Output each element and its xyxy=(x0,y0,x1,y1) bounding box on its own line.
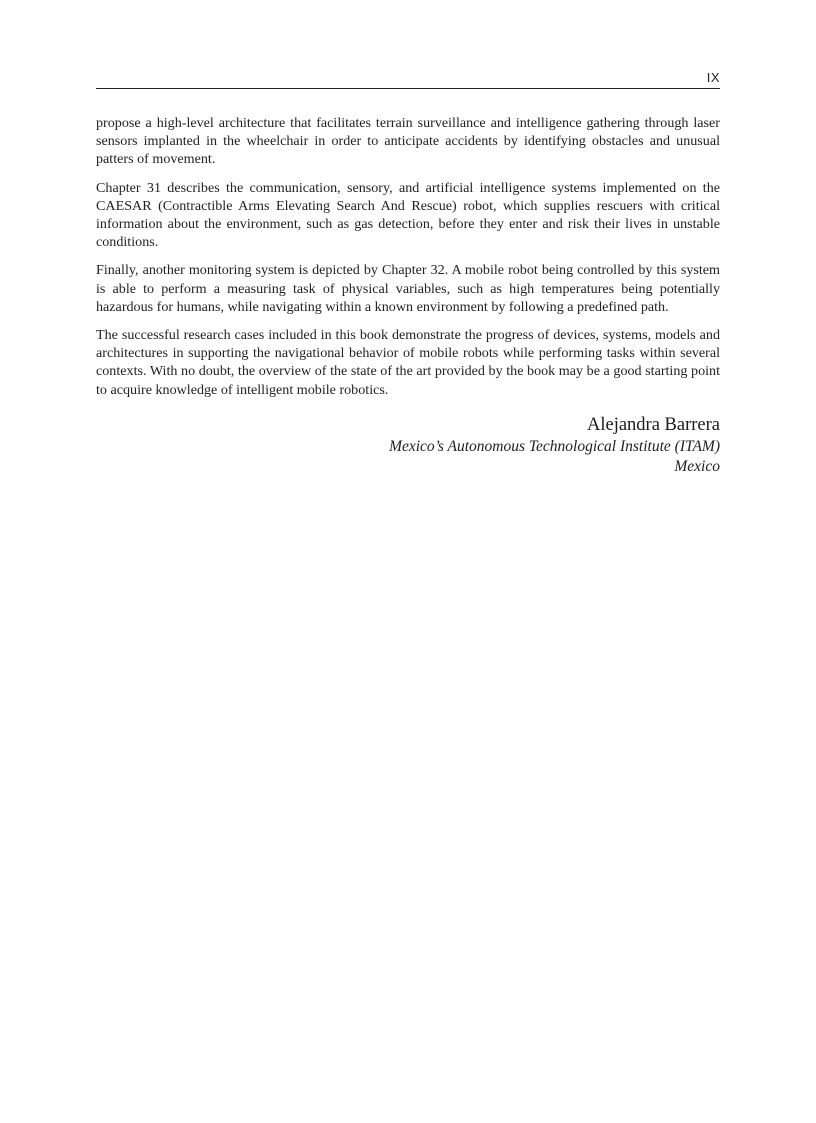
paragraph: Finally, another monitoring system is depicted by Chapter 32. A mobile robot being controlled by this system is able to perform a measuring task of physical variables, such as high temperatures being potentially hazardous for humans, while navigating within a known environment by following a predefined path. xyxy=(96,262,720,315)
paragraph: The successful research cases included in this book demonstrate the progress of devices, systems, models and architectures in supporting the navigational behavior of mobile robots while performing tasks within several contexts. With no doubt, the overview of the state of the art provided by the book may be a good starting point to acquire knowledge of intelligent mobile robotics. xyxy=(96,327,720,398)
paragraph: propose a high-level architecture that facilitates terrain surveillance and intelligence gathering through laser sensors implanted in the wheelchair in order to anticipate accidents by identifying obstacles and unusual patters of movement. xyxy=(96,115,720,168)
page-number: IX xyxy=(706,70,720,85)
signature-block xyxy=(96,413,720,477)
page-body xyxy=(96,114,720,477)
page-header xyxy=(96,70,720,89)
author-institution: Mexico’s Autonomous Technological Institute (ITAM) xyxy=(389,437,720,455)
paragraph: Chapter 31 describes the communication, sensory, and artificial intelligence systems implemented on the CAESAR (Contractible Arms Elevating Search And Rescue) robot, which supplies rescuers with critical information about the environment, such as gas detection, before they enter and risk their lives in unstable conditions. xyxy=(96,179,720,251)
author-name: Alejandra Barrera xyxy=(586,414,720,435)
author-country: Mexico xyxy=(674,457,720,475)
